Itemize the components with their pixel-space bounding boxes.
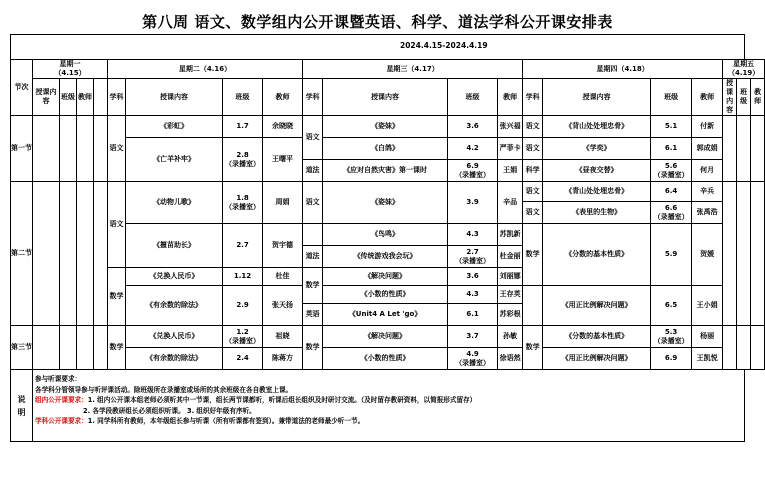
wed-subject: 数学 <box>303 268 323 304</box>
thu-subject: 语文 <box>523 116 543 138</box>
thu-class: 6.1 <box>651 138 692 160</box>
wed-teacher: 苏凯新 <box>498 224 523 246</box>
tue-subject: 语文 <box>108 182 126 268</box>
wed-subject: 语文 <box>303 182 323 224</box>
notes-line: 2. 各学段教研组长必须组织听课。 3. 组织好年级有序听。 <box>83 406 256 415</box>
fri-teacher-col: 教师 <box>751 79 765 116</box>
notes-line: 学科公开课要求：1. 同学科所有教师，本年级组长参与听课（所有听课都有签到）。兼带道法的老师最少听一节。 <box>35 417 365 425</box>
thu-class: 5.1 <box>651 116 692 138</box>
thu-content: 《昼夜交替》 <box>543 160 651 182</box>
tue-teacher: 杜佳 <box>263 268 303 286</box>
notes-line: 参与听课要求： <box>35 375 82 383</box>
wed-teacher: 王存英 <box>498 286 523 304</box>
notes-body <box>35 374 740 427</box>
wed-content: 《Unit4 A Let 'go》 <box>323 304 448 326</box>
monday-header: 星期一 （4.15） <box>33 60 108 79</box>
tue-subject: 数学 <box>108 268 126 326</box>
title-frame <box>10 34 745 59</box>
tue-teacher: 余晓晓 <box>263 116 303 138</box>
wed-teacher: 苏彩根 <box>498 304 523 326</box>
thu-teacher: 郭成娟 <box>692 138 723 160</box>
wed-class: 4.9 （录播室） <box>448 348 498 370</box>
wed-content: 《应对自然灾害》第一课时 <box>323 160 448 182</box>
wed-content: 《姿妹》 <box>323 116 448 138</box>
tue-content: 《兑换人民币》 <box>126 268 223 286</box>
wed-subject: 道法 <box>303 160 323 182</box>
tue-class: 1.8 （录播室） <box>223 182 263 224</box>
thu-content-col: 授课内容 <box>543 79 651 116</box>
wed-class-col: 班级 <box>448 79 498 116</box>
tue-teacher: 陈蒋方 <box>263 348 303 370</box>
thu-teacher: 贺媛 <box>692 224 723 286</box>
wed-subject: 数学 <box>303 326 323 370</box>
thu-subject <box>523 286 543 326</box>
thu-teacher-col: 教师 <box>692 79 723 116</box>
thu-content: 《分数的基本性质》 <box>543 224 651 286</box>
notes-line: 组内公开课要求：1. 组内公开课本组老师必须听其中一节课，组长两节课都听，听课后组长组织及时研讨交流。（及时留存教研资料，以简报形式留存） <box>35 396 477 404</box>
table-row <box>11 326 765 348</box>
wed-class: 3.7 <box>448 326 498 348</box>
wed-class: 4.3 <box>448 224 498 246</box>
tue-subject-col: 学科 <box>108 79 126 116</box>
table-row <box>11 182 765 202</box>
page-title: 第八周 语文、数学组内公开课暨英语、科学、道法学科公开课安排表 <box>142 13 613 31</box>
tue-content: 《有余数的除法》 <box>126 286 223 326</box>
schedule-table <box>10 59 765 370</box>
wed-class: 3.6 <box>448 268 498 286</box>
tue-content: 《亡羊补牢》 <box>126 138 223 182</box>
wed-teacher-col: 教师 <box>498 79 523 116</box>
thu-content: 《用正比例解决问题》 <box>543 286 651 326</box>
thu-teacher: 何月 <box>692 160 723 182</box>
wed-class: 3.9 <box>448 182 498 224</box>
wed-subject: 语文 <box>303 116 323 160</box>
wed-class: 3.6 <box>448 116 498 138</box>
wed-content: 《小数的性质》 <box>323 348 448 370</box>
tue-content: 《动物儿歌》 <box>126 182 223 224</box>
wed-subject: 道法 <box>303 246 323 268</box>
period-label: 第二节 <box>11 182 33 326</box>
wed-content-col: 授课内容 <box>323 79 448 116</box>
tue-content: 《揠苗助长》 <box>126 224 223 268</box>
wed-class: 4.2 <box>448 138 498 160</box>
wed-subject: 英语 <box>303 304 323 326</box>
notes-label: 说 明 <box>11 370 33 441</box>
tue-teacher: 张天扬 <box>263 286 303 326</box>
tue-class: 1.12 <box>223 268 263 286</box>
tue-class: 1.7 <box>223 116 263 138</box>
tue-class: 2.7 <box>223 224 263 268</box>
thu-teacher: 杨丽 <box>692 326 723 348</box>
thu-class: 6.4 <box>651 182 692 202</box>
tuesday-header: 星期二（4.16） <box>108 60 303 79</box>
fri-class-col: 班级 <box>737 79 751 116</box>
wed-content: 《传统游戏我会玩》 <box>323 246 448 268</box>
wed-teacher: 杜金丽 <box>498 246 523 268</box>
tue-content: 《彩虹》 <box>126 116 223 138</box>
wed-teacher: 孙敏 <box>498 326 523 348</box>
fri-content-col: 授课内容 <box>723 79 737 116</box>
tue-teacher: 王曙平 <box>263 138 303 182</box>
tue-class: 1.2 （录播室） <box>223 326 263 348</box>
wed-teacher: 辛品 <box>498 182 523 224</box>
tue-teacher: 贺宇德 <box>263 224 303 268</box>
jieci-header: 节次 <box>11 60 33 116</box>
tue-content: 《有余数的除法》 <box>126 348 223 370</box>
thu-subject: 语文 <box>523 138 543 160</box>
thu-teacher: 王凯悦 <box>692 348 723 370</box>
wed-class: 2.7 （录播室） <box>448 246 498 268</box>
tue-class: 2.9 <box>223 286 263 326</box>
wed-content: 《解决问题》 <box>323 268 448 286</box>
wed-subject <box>303 224 323 246</box>
wed-content: 《姿妹》 <box>323 182 448 224</box>
tue-teacher: 周娟 <box>263 182 303 224</box>
wed-class: 4.3 <box>448 286 498 304</box>
thu-teacher: 张禹浩 <box>692 202 723 224</box>
mon-content-col: 授课内容 <box>33 79 60 116</box>
friday-header: 星期五 （4.19） <box>723 60 765 79</box>
thu-content: 《背山处处埋忠骨》 <box>543 116 651 138</box>
tue-content: 《兑换人民币》 <box>126 326 223 348</box>
thu-content: 《青山处处埋忠骨》 <box>543 182 651 202</box>
wed-content: 《鸟鸣》 <box>323 224 448 246</box>
wed-teacher: 张兴福 <box>498 116 523 138</box>
tue-subject: 数学 <box>108 326 126 370</box>
tue-subject: 语文 <box>108 116 126 182</box>
wed-teacher: 徐语然 <box>498 348 523 370</box>
thu-class: 5.6 （录播室） <box>651 160 692 182</box>
thu-teacher: 辛兵 <box>692 182 723 202</box>
wed-content: 《小数的性质》 <box>323 286 448 304</box>
tue-teacher-col: 教师 <box>263 79 303 116</box>
thu-class: 6.9 <box>651 348 692 370</box>
thu-subject: 数学 <box>523 224 543 286</box>
wed-teacher: 王娟 <box>498 160 523 182</box>
mon-teacher-col: 教师 <box>77 79 94 116</box>
tue-class-col: 班级 <box>223 79 263 116</box>
thu-teacher: 付新 <box>692 116 723 138</box>
thu-content: 《分数的基本性质》 <box>543 326 651 348</box>
wed-content: 《解决问题》 <box>323 326 448 348</box>
thu-class: 6.5 <box>651 286 692 326</box>
wednesday-header: 星期三（4.17） <box>303 60 523 79</box>
thu-content: 《用正比例解决问题》 <box>543 348 651 370</box>
mon-extra-col <box>94 79 108 116</box>
thu-subject: 数学 <box>523 326 543 370</box>
notes-line: 各学科分管领导参与听评课活动。除班级所在录播室或场所的其余班级在各自教室上课。 <box>35 385 293 394</box>
thu-content: 《学奕》 <box>543 138 651 160</box>
thu-subject: 语文 <box>523 182 543 202</box>
period-label: 第一节 <box>11 116 33 182</box>
tue-content-col: 授课内容 <box>126 79 223 116</box>
thu-subject: 科学 <box>523 160 543 182</box>
thu-class: 6.6 （录播室） <box>651 202 692 224</box>
thu-subject: 语文 <box>523 202 543 224</box>
thu-class-col: 班级 <box>651 79 692 116</box>
thu-teacher: 王小娟 <box>692 286 723 326</box>
thursday-header: 星期四（4.18） <box>523 60 723 79</box>
wed-content: 《白鸽》 <box>323 138 448 160</box>
wed-class: 6.1 <box>448 304 498 326</box>
tue-class: 2.4 <box>223 348 263 370</box>
date-range: 2024.4.15-2024.4.19 <box>400 41 488 50</box>
thu-content: 《表里的生物》 <box>543 202 651 224</box>
tue-class: 2.8 （录播室） <box>223 138 263 182</box>
mon-class-col: 班级 <box>60 79 77 116</box>
tue-teacher: 祖晓 <box>263 326 303 348</box>
notes-section <box>10 369 745 442</box>
thu-class: 5.9 <box>651 224 692 286</box>
wed-teacher: 严菲卡 <box>498 138 523 160</box>
thu-subject-col: 学科 <box>523 79 543 116</box>
period-label: 第三节 <box>11 326 33 370</box>
wed-class: 6.9 （录播室） <box>448 160 498 182</box>
table-row <box>11 116 765 138</box>
thu-class: 5.3 （录播室） <box>651 326 692 348</box>
wed-teacher: 刘丽娜 <box>498 268 523 286</box>
wed-subject-col: 学科 <box>303 79 323 116</box>
